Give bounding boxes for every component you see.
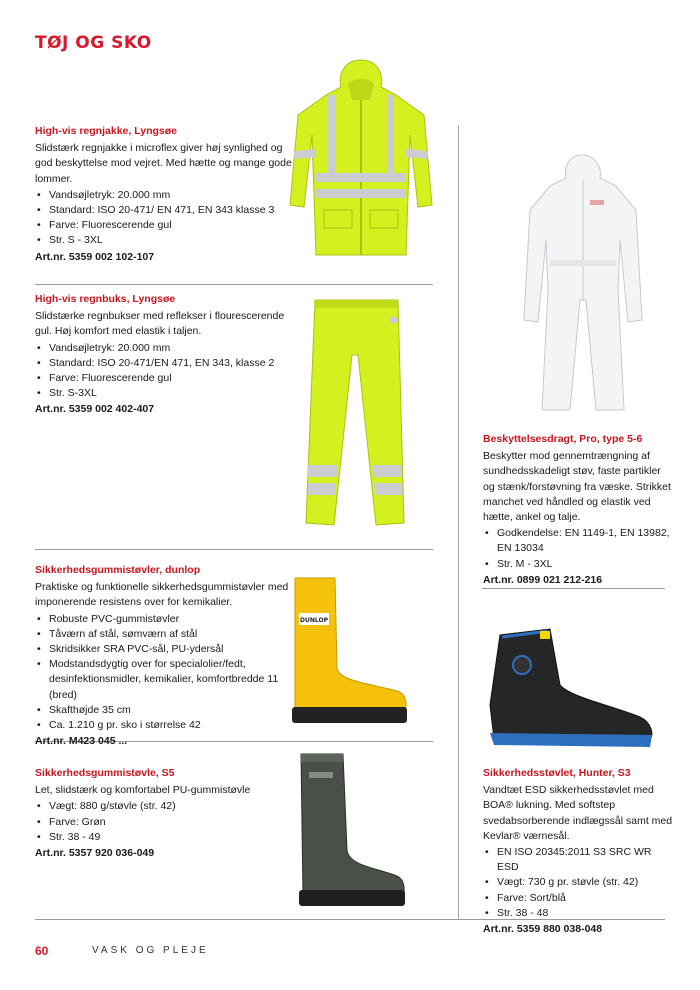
product-coverall — [483, 432, 673, 588]
spec-item: • Str. 38 - 48 — [483, 906, 673, 921]
product-name: Sikkerhedsgummistøvle, S5 — [35, 767, 175, 779]
product-description: Slidstærk regnjakke i microflex giver høj synlighed og god beskyttelse mod vejret. Med hætte og mange gode lommer. — [35, 142, 292, 185]
hunter-boot-image — [480, 625, 660, 755]
product-specs — [483, 845, 673, 921]
spec-item: • Farve: Fluorescerende gul — [35, 218, 295, 233]
article-number: Art.nr. M423 045 ... — [35, 735, 128, 748]
spec-item: • Standard: ISO 20-471/EN 471, EN 343, klasse 2 — [35, 356, 295, 371]
product-specs — [35, 799, 295, 845]
product-name: Sikkerhedsgummistøvler, dunlop — [35, 564, 201, 576]
spec-item: • Skafthøjde 35 cm — [35, 703, 295, 718]
spec-item: • Ca. 1.210 g pr. sko i størrelse 42 — [35, 718, 295, 733]
product-specs — [35, 188, 295, 249]
product-description: Praktiske og funktionelle sikkerhedsgummistøvler med imponerende resistens over for kemikalier. — [35, 581, 289, 609]
spec-item: • Vægt: 730 g pr. støvle (str. 42) — [483, 875, 673, 890]
product-description: Slidstærke regnbukser med reflekser i flourescerende gul. Høj komfort med elastik i taljen. — [35, 310, 285, 338]
spec-item: • Godkendelse: EN 1149-1, EN 13982, EN 13034 — [483, 526, 673, 556]
section-name: VASK OG PLEJE — [92, 945, 209, 956]
product-description: Let, slidstærk og komfortabel PU-gummistøvle — [35, 784, 251, 797]
product-rain-jacket — [35, 124, 295, 265]
divider — [35, 549, 433, 550]
rain-jacket-image — [286, 55, 436, 265]
product-specs — [35, 341, 295, 402]
spec-item: • Vandsøjletryk: 20.000 mm — [35, 341, 295, 356]
article-number: Art.nr. 5359 002 102-107 — [35, 250, 155, 263]
product-dunlop-boots — [35, 563, 295, 749]
spec-item: • Tåværn af stål, sømværn af stål — [35, 627, 295, 642]
spec-item: • Str. 38 - 49 — [35, 830, 295, 845]
product-specs — [35, 612, 295, 734]
column-divider — [458, 125, 459, 920]
spec-item: • Str. S - 3XL — [35, 233, 295, 248]
spec-item: • EN ISO 20345:2011 S3 SRC WR ESD — [483, 845, 673, 875]
spec-item: • Skridsikker SRA PVC-sål, PU-ydersål — [35, 642, 295, 657]
divider — [482, 588, 665, 589]
product-description: Vandtæt ESD sikkerhedsstøvlet med BOA® lukning. Med softstep svedabsorberende indlægssål samt med Kevlar® værnesål. — [483, 784, 673, 842]
product-specs — [483, 526, 673, 572]
spec-item: • Farve: Sort/blå — [483, 891, 673, 906]
s5-boot-image — [293, 750, 408, 910]
spec-item: • Modstandsdygtig over for specialolier/fedt, desinfektionsmidler, kemikalier, komfortbredde 11 (bred) — [35, 657, 295, 703]
product-hunter-boot — [483, 766, 673, 937]
product-name: High-vis regnjakke, Lyngsøe — [35, 125, 177, 137]
product-name: Beskyttelsesdragt, Pro, type 5-6 — [483, 433, 643, 445]
spec-item: • Str. M - 3XL — [483, 557, 673, 572]
product-s5-boots — [35, 766, 295, 861]
divider — [35, 284, 433, 285]
article-number: Art.nr. 5357 920 036-049 — [35, 847, 155, 860]
product-name: High-vis regnbuks, Lyngsøe — [35, 293, 176, 305]
spec-item: • Farve: Fluorescerende gul — [35, 371, 295, 386]
product-name: Sikkerhedsstøvlet, Hunter, S3 — [483, 767, 631, 779]
dunlop-boot-image — [287, 573, 412, 728]
spec-item: • Farve: Grøn — [35, 815, 295, 830]
spec-item: • Standard: ISO 20-471/ EN 471, EN 343 klasse 3 — [35, 203, 295, 218]
article-number: Art.nr. 5359 002 402-407 — [35, 403, 155, 416]
page-number: 60 — [35, 944, 49, 958]
spec-item: • Robuste PVC-gummistøvler — [35, 612, 295, 627]
coverall-image — [520, 150, 645, 415]
spec-item: • Vandsøjletryk: 20.000 mm — [35, 188, 295, 203]
page-title: TØJ OG SKO — [35, 33, 152, 53]
rain-trousers-image — [300, 295, 410, 530]
spec-item: • Vægt: 880 g/støvle (str. 42) — [35, 799, 295, 814]
spec-item: • Str. S-3XL — [35, 386, 295, 401]
article-number: Art.nr. 5359 880 038-048 — [483, 923, 603, 936]
product-rain-trousers — [35, 292, 295, 418]
boot-brand-label: DUNLOP — [300, 617, 328, 624]
product-description: Beskytter mod gennemtrængning af sundhedsskadeligt støv, faste partikler og stænk/forstøvning fra væske. Strikket manchet ved håndled og elastik ved hætte, ankel og talje. — [483, 450, 671, 524]
article-number: Art.nr. 0899 021 212-216 — [483, 573, 603, 586]
